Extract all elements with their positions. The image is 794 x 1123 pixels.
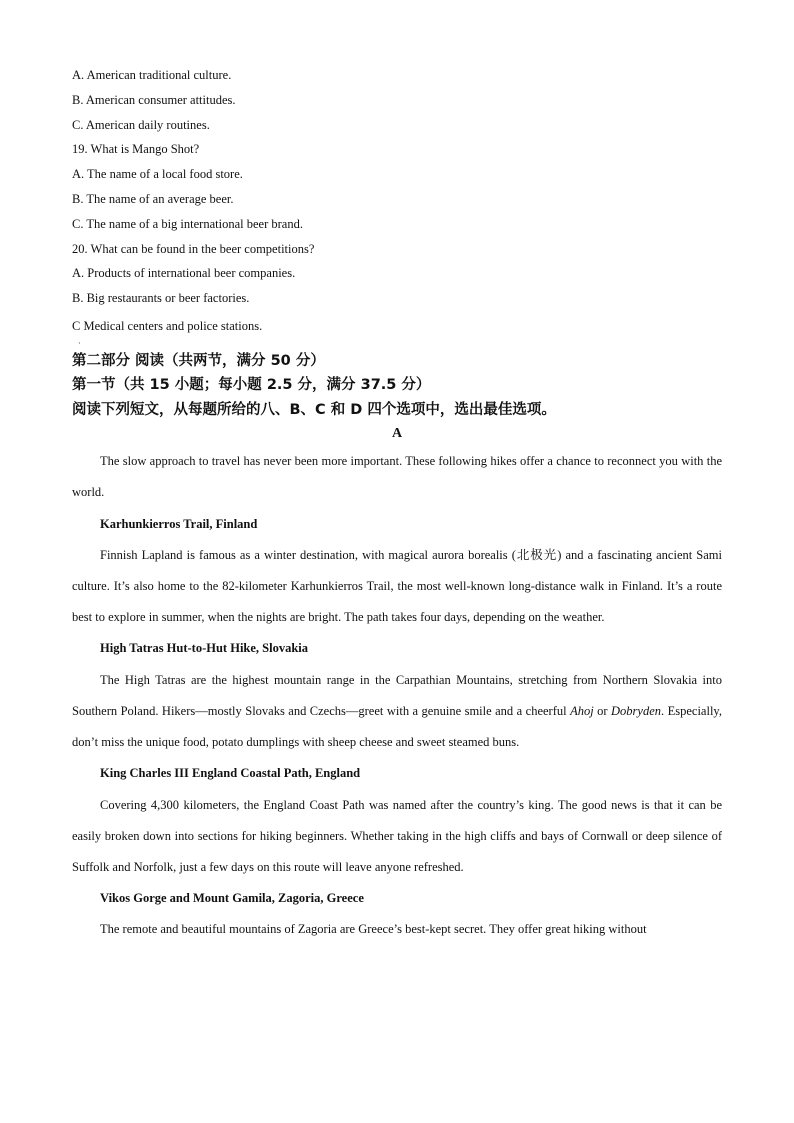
passage-label: A — [391, 426, 403, 442]
heading-england-coastal-path: King Charles III England Coastal Path, England — [100, 766, 361, 781]
instruction: 阅读下列短文，从每题所给的八、B、C 和 D 四个选项中，选出最佳选项。 — [72, 401, 556, 418]
option-18a: A. American traditional culture. — [72, 68, 232, 82]
heading-high-tatras: High Tatras Hut-to-Hut Hike, Slovakia — [100, 641, 309, 656]
exam-page — [72, 63, 722, 946]
paragraph-vikos-gorge: The remote and beautiful mountains of Zagoria are Greece’s best-kept secret. They offer great hiking without — [100, 922, 647, 937]
greeting-ahoj: Ahoj — [570, 703, 594, 718]
option-18b: B. American consumer attitudes. — [72, 92, 236, 107]
tatras-text-2: . Especially, don’t miss the unique food, potato dumplings with sheep cheese and sweet steamed buns. — [72, 703, 722, 750]
option-19a: A. The name of a local food store. — [72, 167, 243, 182]
paragraph-england-coastal-path: Covering 4,300 kilometers, the England Coast Path was named after the country’s king. The good news is that it can be easily broken down into sections for hiking beginners. Whether taking in the high cliffs and bays of Cornwall or deep silence of Suffolk and Norfolk, just a few days on this route will leave anyone refreshed. — [72, 797, 722, 874]
passage-intro: The slow approach to travel has never been more important. These following hikes offer a chance to reconnect you with the world. — [72, 454, 722, 500]
option-19b: B. The name of an average beer. — [72, 191, 234, 206]
heading-vikos-gorge: Vikos Gorge and Mount Gamila, Zagoria, Greece — [100, 891, 364, 906]
option-19c: C. The name of a big international beer brand. — [72, 216, 303, 231]
greeting-dobryden: Dobryden — [611, 703, 662, 718]
option-18c: C. American daily routines. — [72, 117, 210, 132]
listening-options-q18 — [72, 63, 722, 137]
heading-karhunkierros: Karhunkierros Trail, Finland — [100, 516, 258, 531]
stray-dot: · — [78, 338, 81, 348]
option-20a: A. Products of international beer companies. — [72, 266, 296, 281]
option-20c: C Medical centers and police stations. — [72, 318, 263, 333]
paragraph-karhunkierros: Finnish Lapland is famous as a winter destination, with magical aurora borealis (北极光) and a fascinating ancient Sami culture. It’s also home to the 82-kilometer Karhunkierros Trail, the most well-known long-distance walk in Finland. It’s a route best to explore in summer, when the nights are bright. The path takes four days, depending on the weather. — [72, 547, 722, 625]
tatras-text-1: The High Tatras are the highest mountain range in the Carpathian Mountains, stretching from Northern Slovakia into Southern Poland. Hikers—mostly Slovaks and Czechs—greet with a genuine smile and a cheerful — [72, 672, 722, 718]
option-20b: B. Big restaurants or beer factories. — [72, 291, 250, 306]
part-title: 第二部分 阅读（共两节，满分 50 分） — [72, 352, 325, 369]
paragraph-high-tatras — [72, 665, 722, 759]
question-19: 19. What is Mango Shot? — [72, 142, 200, 157]
tatras-or: or — [593, 703, 612, 718]
section-title: 第一节（共 15 小题；每小题 2.5 分，满分 37.5 分） — [72, 377, 431, 394]
question-20: 20. What can be found in the beer competitions? — [72, 241, 315, 256]
